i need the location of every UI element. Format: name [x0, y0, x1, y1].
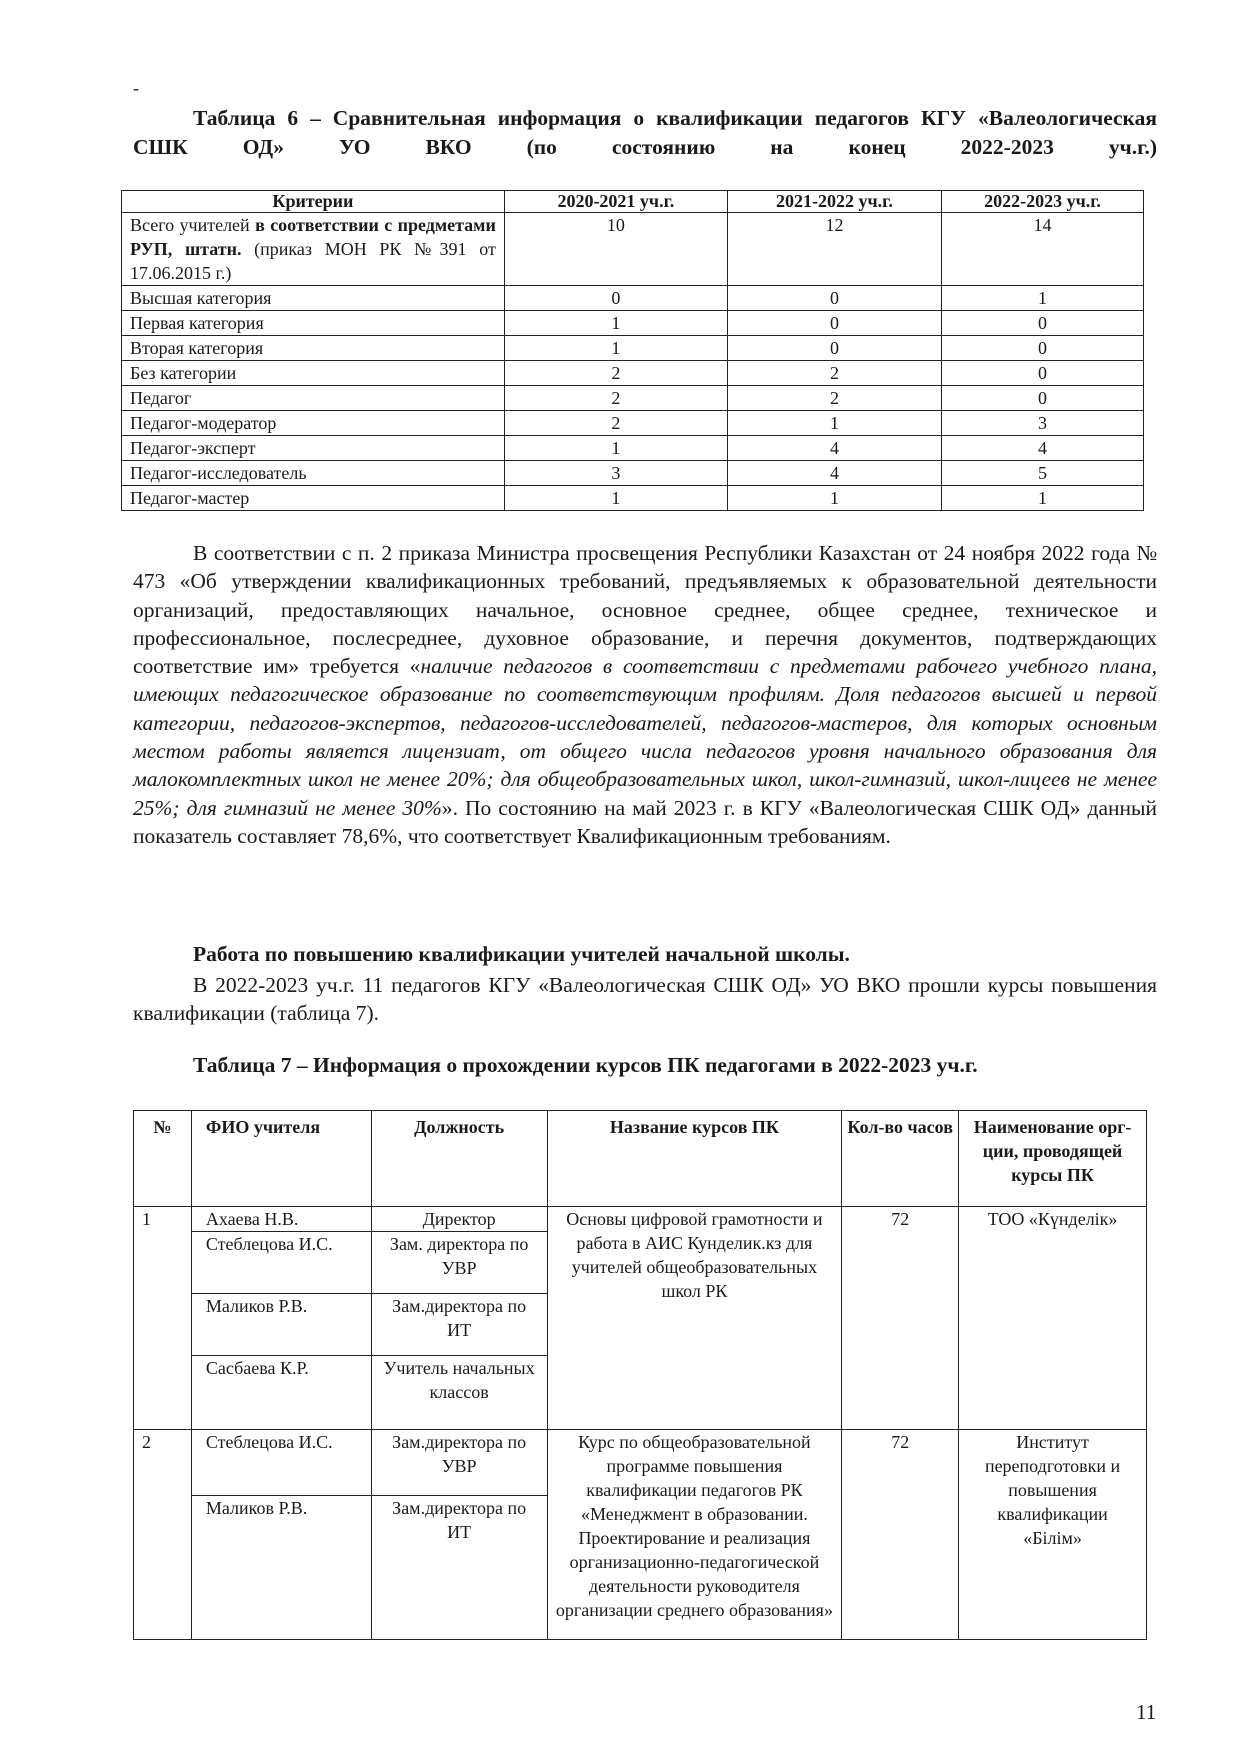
- table6-cell: 4: [942, 436, 1144, 461]
- table7-hours: 72: [842, 1207, 959, 1430]
- table6-cell: 10: [504, 213, 727, 286]
- table6-cell: 0: [727, 286, 941, 311]
- table6-cell: 14: [942, 213, 1144, 286]
- table-row: [122, 311, 1144, 336]
- table7-header-hours: Кол-во часов: [842, 1111, 959, 1207]
- table6-header-2021-2022: 2021-2022 уч.г.: [727, 191, 941, 213]
- table-row: [122, 361, 1144, 386]
- table6-cell: 1: [504, 336, 727, 361]
- table7-teacher-name: Стеблецова И.С.: [191, 1232, 371, 1294]
- table6-header-2020-2021: 2020-2021 уч.г.: [504, 191, 727, 213]
- page-number: 11: [1136, 1700, 1157, 1724]
- table6-cell: 3: [504, 461, 727, 486]
- courses-table: [133, 1110, 1147, 1640]
- table7-hours: 72: [842, 1430, 959, 1640]
- table6-header-row: [122, 191, 1144, 213]
- table7-position: Зам. директора по УВР: [371, 1232, 547, 1294]
- table7-teacher-name: Ахаева Н.В.: [191, 1207, 371, 1232]
- table6-cell: 0: [942, 361, 1144, 386]
- table6-row-label: Педагог-исследователь: [122, 461, 505, 486]
- table6-cell: 1: [727, 411, 941, 436]
- table-row: [122, 411, 1144, 436]
- table6-row-label: Педагог-эксперт: [122, 436, 505, 461]
- table7-teacher-name: Маликов Р.В.: [191, 1294, 371, 1356]
- section-paragraph: В 2022-2023 уч.г. 11 педагогов КГУ «Валеологическая СШК ОД» УО ВКО прошли курсы повышения квалификации (таблица 7).: [133, 973, 1157, 1025]
- table-row: [122, 286, 1144, 311]
- table6-header-criteria: Критерии: [122, 191, 505, 213]
- table6-cell: 5: [942, 461, 1144, 486]
- table6-cell: 12: [727, 213, 941, 286]
- table6-row-label: Без категории: [122, 361, 505, 386]
- table6-cell: 0: [504, 286, 727, 311]
- table7-teacher-name: Стеблецова И.С.: [191, 1430, 371, 1496]
- page-dash-mark: -: [133, 78, 139, 98]
- requirements-quote: наличие педагогов в соответствии с предметами рабочего учебного плана, имеющих педагогическое образование по соответствующим профилям. Доля педагогов высшей и первой категории, педагогов-экспертов, педагогов-исследователей, педагогов-мастеров, для которых основным местом работы является лицензиат, от общего числа педагогов уровня начального образования для малокомплектных школ не менее 20%; для общеобразовательных школ, школ-гимназий, школ-лицеев не менее 25%; для гимназий не менее 30%: [133, 654, 1157, 820]
- table6-cell: 1: [942, 486, 1144, 511]
- table7-header-course: Название курсов ПК: [547, 1111, 842, 1207]
- table7-position: Зам.директора по УВР: [371, 1430, 547, 1496]
- table7-teacher-name: Маликов Р.В.: [191, 1496, 371, 1640]
- table6-cell: 1: [504, 486, 727, 511]
- table6-cell: 4: [727, 461, 941, 486]
- table6-row-label: Вторая категория: [122, 336, 505, 361]
- table6-cell: 1: [504, 311, 727, 336]
- table7-course-name: Основы цифровой грамотности и работа в АИС Кунделик.кз для учителей общеобразовательных школ РК: [547, 1207, 842, 1430]
- table6-cell: 3: [942, 411, 1144, 436]
- table7-header-position: Должность: [371, 1111, 547, 1207]
- table6-row-label: Высшая категория: [122, 286, 505, 311]
- table7-teacher-name: Сасбаева К.Р.: [191, 1356, 371, 1430]
- table6-total-teachers-label: Всего учителей в соответствии с предметами РУП, штатн. (приказ МОН РК №391 от 17.06.2015 г.): [122, 213, 505, 286]
- table-row: [122, 336, 1144, 361]
- table-row: [122, 486, 1144, 511]
- table7-header-row: [134, 1111, 1147, 1207]
- table6-cell: 1: [504, 436, 727, 461]
- table6-cell: 0: [942, 336, 1144, 361]
- table7-caption: Таблица 7 – Информация о прохождении курсов ПК педагогами в 2022-2023 уч.г.: [193, 1053, 978, 1077]
- table-row: [122, 461, 1144, 486]
- table7-position: Директор: [371, 1207, 547, 1232]
- table-row: [122, 386, 1144, 411]
- qualification-requirements-paragraph: В соответствии с п. 2 приказа Министра просвещения Республики Казахстан от 24 ноября 2022 года № 473 «Об утверждении квалификационных требований, предъявляемых к образовательной деятельности организаций, предоставляющих начальное, основное среднее, общее среднее, техническое и профессиональное, послесреднее, духовное образование, и перечня документов, подтверждающих соответствие им» требуется «наличие педагогов в соответствии с предметами рабочего учебного плана, имеющих педагогическое образование по соответствующим профилям. Доля педагогов высшей и первой категории, педагогов-экспертов, педагогов-исследователей, педагогов-мастеров, для которых основным местом работы является лицензиат, от общего числа педагогов уровня начального образования для малокомплектных школ не менее 20%; для общеобразовательных школ, школ-гимназий, школ-лицеев не менее 25%; для гимназий не менее 30%». По состоянию на май 2023 г. в КГУ «Валеологическая СШК ОД» данный показатель составляет 78,6%, что соответствует Квалификационным требованиям.: [133, 541, 1157, 848]
- table7-position: Зам.директора по ИТ: [371, 1294, 547, 1356]
- table6-header-2022-2023: 2022-2023 уч.г.: [942, 191, 1144, 213]
- table6-cell: 0: [942, 311, 1144, 336]
- table6-cell: 0: [727, 311, 941, 336]
- section-heading: Работа по повышению квалификации учителей начальной школы.: [193, 942, 850, 966]
- table6-cell: 1: [942, 286, 1144, 311]
- table6-cell: 2: [504, 361, 727, 386]
- table6-row-label: Педагог-мастер: [122, 486, 505, 511]
- table7-organization: ТОО «Күнделік»: [959, 1207, 1147, 1430]
- table-row: [122, 213, 1144, 286]
- table7-header-teacher: ФИО учителя: [191, 1111, 371, 1207]
- table-row: [134, 1207, 1147, 1232]
- table7-header-number: №: [134, 1111, 192, 1207]
- table7-group-number: 1: [134, 1207, 192, 1430]
- table6-cell: 0: [942, 386, 1144, 411]
- table6-row-label: Педагог: [122, 386, 505, 411]
- table7-position: Зам.директора по ИТ: [371, 1496, 547, 1640]
- table7-position: Учитель начальных классов: [371, 1356, 547, 1430]
- table6-cell: 4: [727, 436, 941, 461]
- table6-cell: 2: [727, 386, 941, 411]
- table6-cell: 1: [727, 486, 941, 511]
- table6-cell: 0: [727, 336, 941, 361]
- table6-row-label: Педагог-модератор: [122, 411, 505, 436]
- table-row: [122, 436, 1144, 461]
- table7-course-name: Курс по общеобразовательной программе повышения квалификации педагогов РК «Менеджмент в образовании. Проектирование и реализация организационно-педагогической деятельности руководителя организации среднего образования»: [547, 1430, 842, 1640]
- table7-group-number: 2: [134, 1430, 192, 1640]
- table6-row-label: Первая категория: [122, 311, 505, 336]
- table6-cell: 2: [504, 386, 727, 411]
- table-row: [134, 1430, 1147, 1496]
- table6-caption: [133, 104, 1157, 162]
- table6-cell: 2: [504, 411, 727, 436]
- qualification-comparison-table: [121, 190, 1144, 511]
- table6-caption-text: Таблица 6 – Сравнительная информация о квалификации педагогов КГУ «Валеологическая СШК ОД» УО ВКО (по состоянию на конец 2022-2023 уч.г.): [133, 106, 1157, 159]
- table7-organization: Институт переподготовки и повышения квалификации «Білім»: [959, 1430, 1147, 1640]
- table7-header-organization: Наименование орг-ции, проводящей курсы ПК: [959, 1111, 1147, 1207]
- table6-cell: 2: [727, 361, 941, 386]
